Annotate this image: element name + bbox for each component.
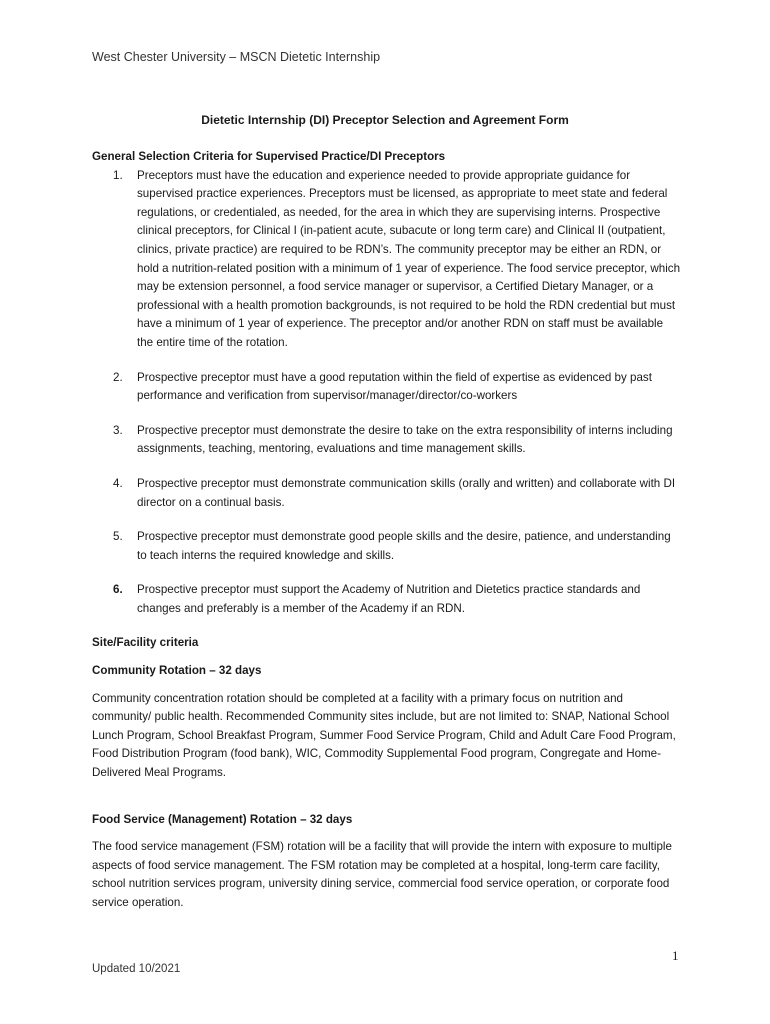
page-header: West Chester University – MSCN Dietetic Internship — [92, 50, 381, 64]
list-item-text: Prospective preceptor must demonstrate communication skills (orally and written) and collaborate with DI director on a continual basis. — [137, 476, 676, 509]
page-footer: Updated 10/2021 — [92, 963, 181, 975]
list-item-text: Preceptors must have the education and experience needed to provide appropriate guidance for supervised practice experiences. Preceptors must be licensed, as appropriate to meet state and federal regulations, or credentialed, as needed, for the area in which they are supervising interns. Prospective clinical preceptors, for Clinical I (in-patient acute, subacute or long term care) and Clinical II (outpatient, clinics, private practice) are required to be RDN’s. The community preceptor may be either an RDN, or hold a nutrition-related position with a minimum of 1 year of experience. The food service preceptor, which may be extension personnel, a food service manager or supervisor, a Certified Dietary Manager, or a professional with a health promotion backgrounds, is not required to be hold the RDN credential but must have a minimum of 1 year of experience. The preceptor and/or another RDN on staff must be available the entire time of the rotation. — [137, 168, 681, 349]
document-body — [92, 148, 682, 924]
general-criteria-heading: General Selection Criteria for Supervised Practice/DI Preceptors — [92, 150, 446, 163]
list-item-text: Prospective preceptor must demonstrate the desire to take on the extra responsibility of interns including assignments, teaching, mentoring, evaluations and time management skills. — [137, 423, 673, 456]
community-rotation-heading: Community Rotation – 32 days — [92, 664, 262, 678]
food-service-rotation-text: The food service management (FSM) rotation will be a facility that will provide the intern with exposure to multiple aspects of food service management. The FSM rotation may be completed at a hospital, long-term care facility, school nutrition services program, university dining service, commercial food service operation, or corporate food service operation. — [92, 840, 672, 909]
list-item — [92, 475, 682, 512]
page-number: 1 — [672, 948, 679, 963]
list-item — [92, 167, 682, 353]
document-title: Dietetic Internship (DI) Preceptor Selection and Agreement Form — [201, 113, 569, 127]
list-item — [92, 422, 682, 459]
food-service-rotation-heading: Food Service (Management) Rotation – 32 days — [92, 812, 353, 826]
list-item-number: 5. — [113, 530, 123, 544]
list-item-number: 4. — [113, 476, 123, 490]
list-item — [92, 369, 682, 406]
community-rotation-text: Community concentration rotation should be completed at a facility with a primary focus on nutrition and community/ public health. Recommended Community sites include, but are not limited to: SNAP, National School Lunch Program, School Breakfast Program, Summer Food Service Program, Child and Adult Care Food Program, Food Distribution Program (food bank), WIC, Commodity Supplemental Food program, Congregate and Home-Delivered Meal Programs. — [92, 691, 676, 780]
list-item — [92, 528, 682, 565]
site-facility-heading: Site/Facility criteria — [92, 636, 199, 650]
list-item-number: 2. — [113, 370, 123, 384]
list-item — [92, 581, 682, 618]
list-item-text: Prospective preceptor must support the Academy of Nutrition and Dietetics practice standards and changes and preferably is a member of the Academy if an RDN. — [137, 583, 641, 615]
criteria-list — [92, 167, 682, 619]
list-item-text: Prospective preceptor must have a good reputation within the field of expertise as evidenced by past performance and verification from supervisor/manager/director/co-workers — [137, 370, 652, 403]
list-item-number: 1. — [113, 168, 123, 182]
list-item-number: 6. — [113, 583, 123, 597]
list-item-number: 3. — [113, 423, 123, 437]
list-item-text: Prospective preceptor must demonstrate good people skills and the desire, patience, and understanding to teach interns the required knowledge and skills. — [137, 530, 671, 562]
